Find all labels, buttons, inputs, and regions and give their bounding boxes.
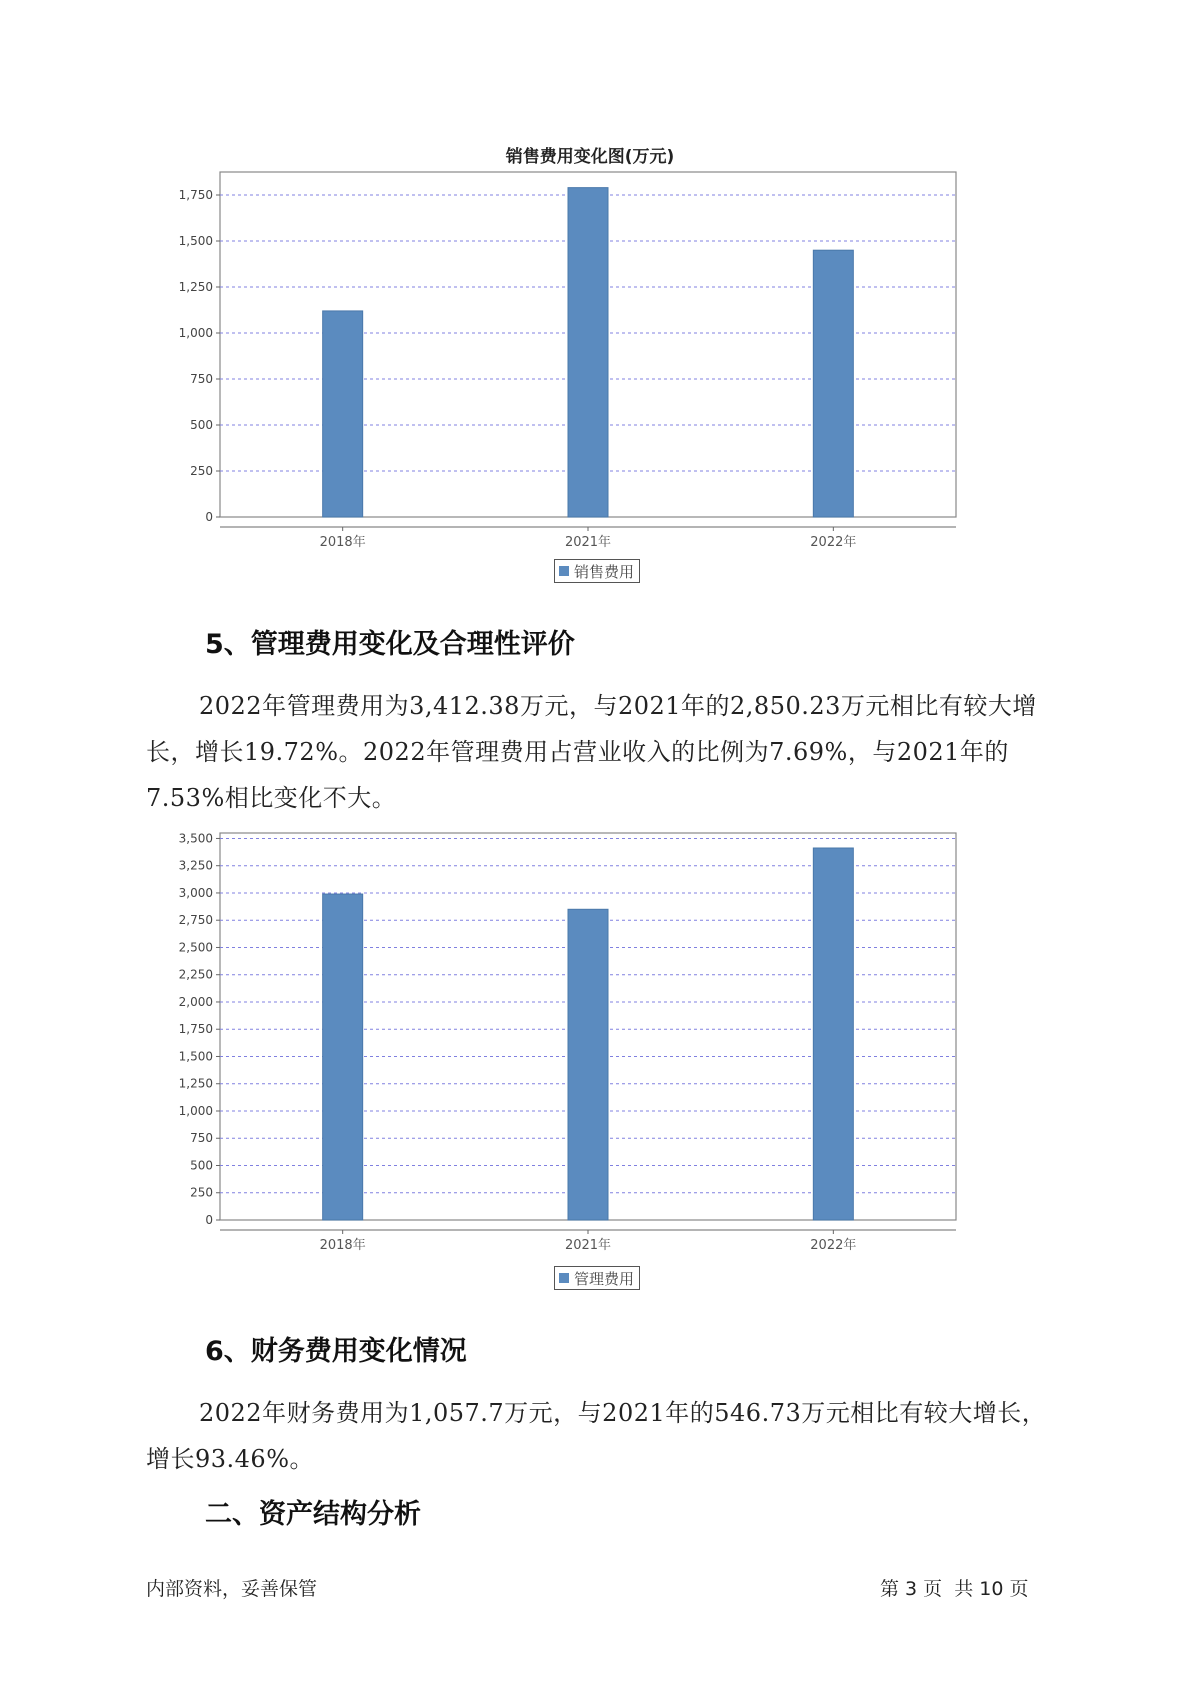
admin-expense-chart [150, 831, 1030, 1298]
bar [568, 909, 608, 1220]
footer-page-number: 第 3 页 共 10 页 [880, 1578, 1029, 1600]
y-tick-label: 1,000 [178, 1103, 213, 1118]
y-tick-label: 750 [190, 372, 213, 386]
sales-expense-chart [150, 142, 1030, 592]
y-tick-label: 1,250 [178, 280, 213, 294]
y-tick-label: 250 [190, 464, 213, 478]
chart-legend [554, 559, 640, 583]
y-tick-label: 1,250 [178, 1076, 213, 1091]
x-tick-label: 2018年 [319, 535, 366, 550]
legend-label: 销售费用 [574, 562, 635, 581]
bar [813, 848, 853, 1220]
sales-expense-chart-svg [150, 182, 1030, 582]
section-6-paragraph: 2022年财务费用为1,057.7万元，与2021年的546.73万元相比有较大增长，增长93.46%。 [146, 1399, 1047, 1473]
bar [813, 250, 853, 517]
y-tick-label: 2,500 [178, 940, 213, 955]
section-heading-5: 5、管理费用变化及合理性评价 [205, 629, 575, 660]
y-tick-label: 2,250 [178, 967, 213, 982]
y-tick-label: 2,750 [178, 913, 213, 928]
y-tick-label: 0 [205, 510, 213, 524]
bar [323, 311, 363, 517]
admin-expense-chart-svg [150, 831, 1030, 1288]
x-tick-label: 2022年 [810, 535, 857, 550]
x-tick-label: 2021年 [564, 535, 612, 550]
x-tick-label: 2021年 [564, 1238, 612, 1253]
y-tick-label: 3,500 [178, 831, 213, 846]
y-tick-label: 1,750 [178, 188, 213, 202]
y-tick-label: 1,000 [178, 326, 213, 340]
y-tick-label: 1,500 [178, 234, 213, 248]
bar [323, 894, 363, 1220]
x-tick-label: 2018年 [319, 1238, 366, 1253]
chart-title: 销售费用变化图(万元) [505, 147, 675, 167]
bar [568, 188, 608, 517]
legend-swatch [559, 566, 569, 576]
y-tick-label: 500 [190, 1158, 213, 1173]
y-tick-label: 1,750 [178, 1022, 213, 1037]
y-tick-label: 3,000 [178, 885, 213, 900]
y-tick-label: 750 [190, 1131, 213, 1146]
section-heading-6: 6、财务费用变化情况 [205, 1336, 467, 1367]
y-tick-label: 250 [190, 1185, 213, 1200]
chart-legend [554, 1266, 640, 1290]
y-tick-label: 2,000 [178, 994, 213, 1009]
y-tick-label: 500 [190, 418, 213, 432]
legend-swatch [559, 1273, 569, 1283]
section-5-paragraph: 2022年管理费用为3,412.38万元，与2021年的2,850.23万元相比有较大增长，增长19.72%。2022年管理费用占营业收入的比例为7.69%，与2021年的7.53%相比变化不大。 [146, 692, 1037, 812]
legend-label: 管理费用 [574, 1269, 635, 1288]
y-tick-label: 3,250 [178, 858, 213, 873]
footer-left: 内部资料，妥善保管 [146, 1578, 318, 1600]
y-tick-label: 1,500 [178, 1049, 213, 1064]
section-heading-two: 二、资产结构分析 [205, 1499, 421, 1530]
y-tick-label: 0 [205, 1213, 213, 1227]
x-tick-label: 2022年 [810, 1238, 857, 1253]
